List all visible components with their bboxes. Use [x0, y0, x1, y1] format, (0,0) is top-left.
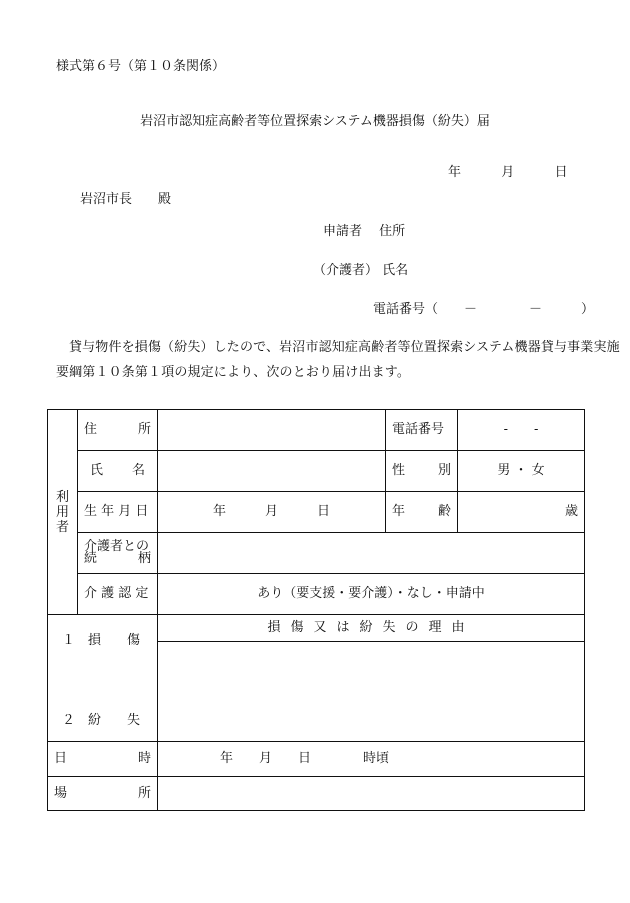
relation-label: 介護者との 続 柄	[78, 533, 158, 574]
reason-field[interactable]	[158, 642, 585, 742]
carer-name-label: （介護者） 氏名	[313, 263, 409, 278]
name-label: 氏 名	[78, 451, 158, 492]
name-field[interactable]	[158, 451, 386, 492]
row-name	[48, 451, 585, 492]
row-place	[48, 777, 585, 811]
sex-label: 性 別	[386, 451, 458, 492]
row-relation	[48, 533, 585, 574]
addressee: 岩沼市長 殿	[80, 192, 172, 207]
address-field[interactable]	[158, 410, 386, 451]
user-label-char: 利	[55, 489, 69, 505]
age-label: 年 齢	[386, 492, 458, 533]
sex-field[interactable]: 男 ・ 女	[458, 451, 585, 492]
place-label: 場 所	[48, 777, 158, 811]
applicant-address-label: 申請者 住所	[323, 224, 406, 239]
document-title: 岩沼市認知症高齢者等位置探索システム機器損傷（紛失）届	[140, 114, 490, 129]
datetime-label: 日 時	[48, 742, 158, 777]
row-address	[48, 410, 585, 451]
date-day: 日	[554, 165, 568, 180]
user-label-char: 者	[55, 519, 69, 535]
care-field[interactable]: あり（要支援・要介護）・なし・申請中	[158, 574, 585, 615]
relation-label-line1: 介護者との	[84, 539, 150, 554]
row-birth	[48, 492, 585, 533]
date-year: 年	[448, 165, 462, 180]
address-label: 住 所	[78, 410, 158, 451]
reason-header: 損傷又は紛失の理由	[158, 615, 585, 642]
date-line	[448, 166, 568, 179]
row-datetime	[48, 742, 585, 777]
birth-label: 生 年 月 日	[78, 492, 158, 533]
loss-item: ２ 紛 失	[62, 713, 141, 728]
form-table	[47, 409, 585, 811]
phone-field[interactable]: - -	[458, 410, 585, 451]
applicant-phone-label: 電話番号（ － － ）	[373, 302, 595, 317]
damage-item: １ 損 傷	[62, 633, 141, 648]
phone-label: 電話番号	[386, 410, 458, 451]
user-label-char: 用	[55, 504, 69, 520]
body-text: 貸与物件を損傷（紛失）したので、岩沼市認知症高齢者等位置探索システム機器貸与事業実施要綱第１０条第１項の規定により、次のとおり届け出ます。	[56, 340, 620, 380]
birth-field[interactable]: 年 月 日	[158, 492, 386, 533]
row-care	[48, 574, 585, 615]
date-month: 月	[501, 165, 515, 180]
care-label: 介 護 認 定	[78, 574, 158, 615]
form-number: 様式第６号（第１０条関係）	[56, 59, 226, 74]
row-reason-header	[48, 615, 585, 642]
place-field[interactable]	[158, 777, 585, 811]
age-field[interactable]: 歳	[458, 492, 585, 533]
datetime-field[interactable]: 年 月 日 時頃	[158, 742, 585, 777]
damage-type-cell[interactable]	[48, 615, 158, 742]
user-label	[48, 410, 78, 615]
relation-field[interactable]	[158, 533, 585, 574]
